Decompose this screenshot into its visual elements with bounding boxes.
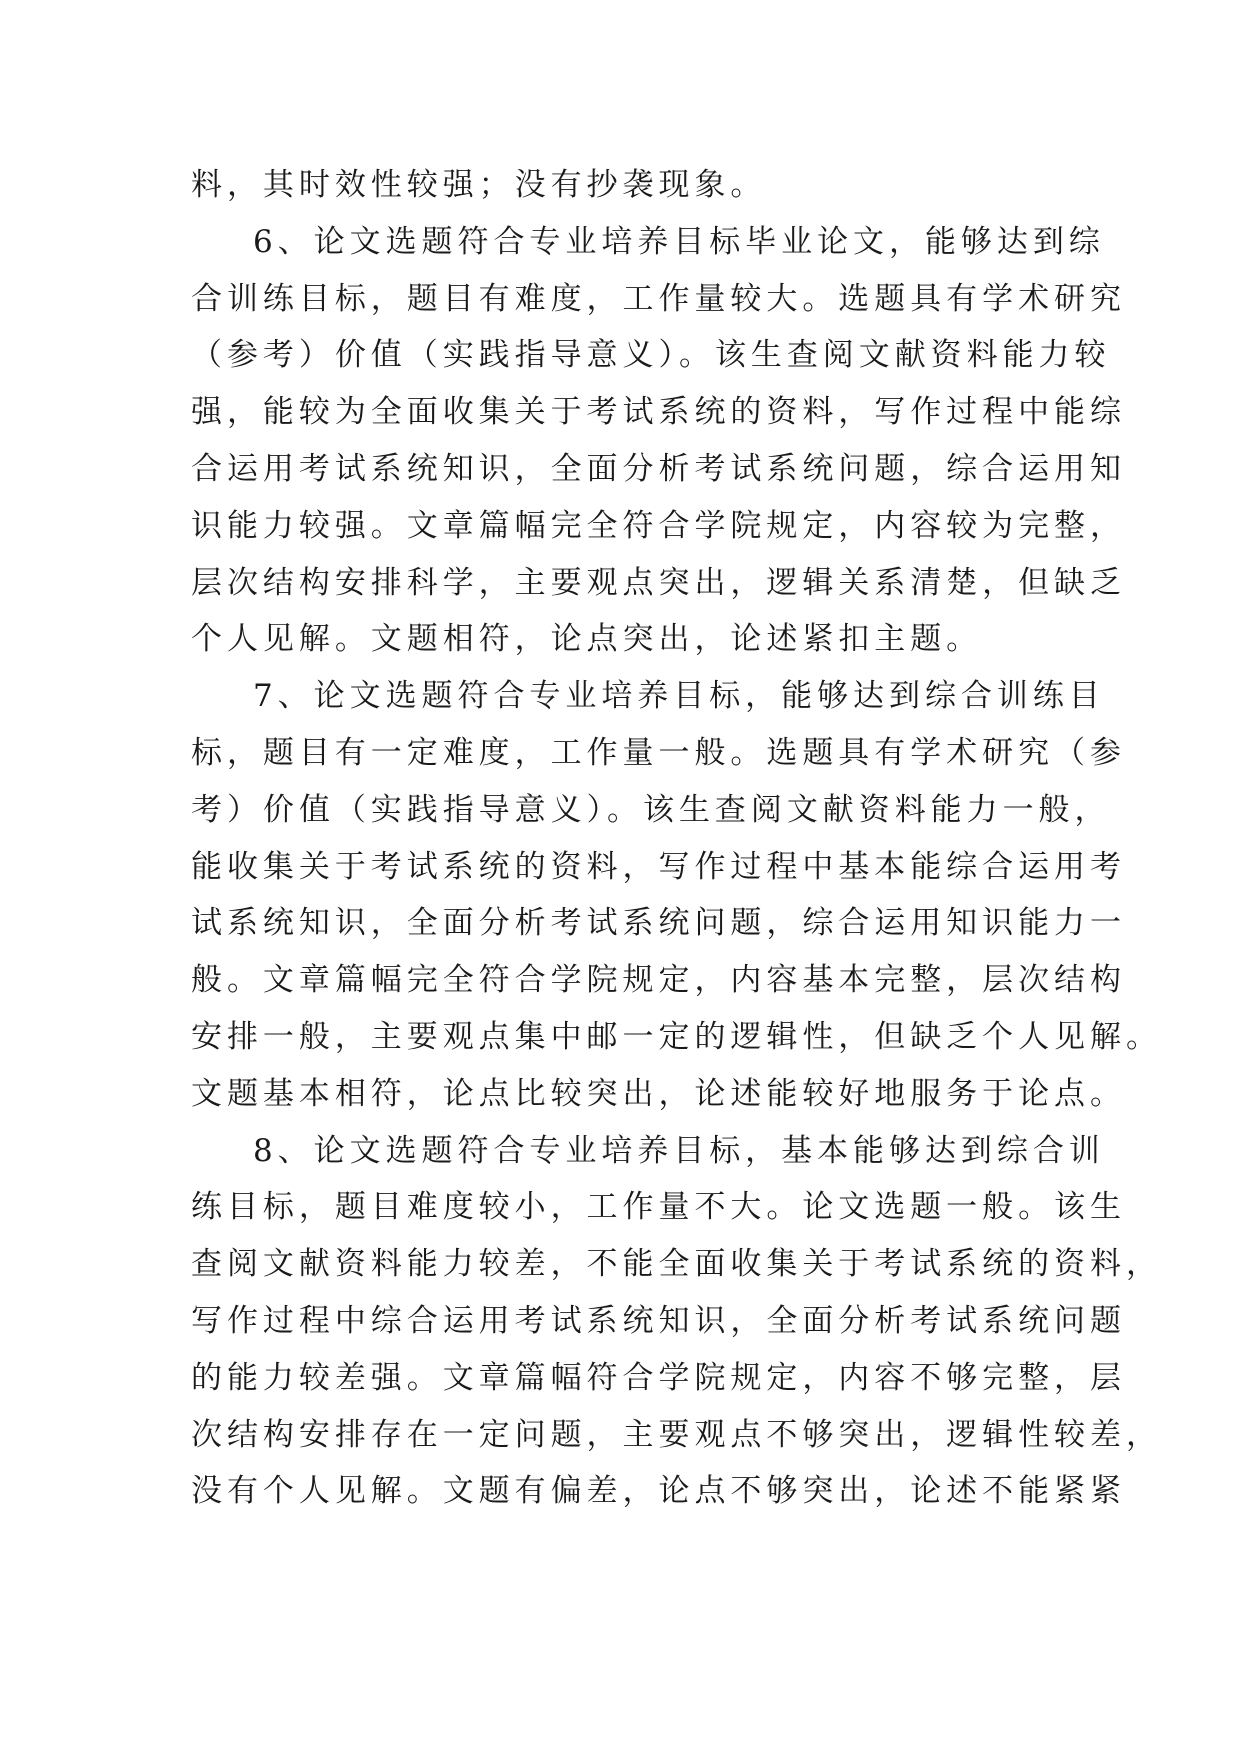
- text-line: 文题基本相符，论点比较突出，论述能较好地服务于论点。: [191, 1075, 1126, 1112]
- text-line: 8、论文选题符合专业培养目标，基本能够达到综合训: [253, 1132, 1105, 1169]
- text-line: 安排一般，主要观点集中邮一定的逻辑性，但缺乏个人见解。: [191, 1018, 1162, 1055]
- text-line: 能收集关于考试系统的资料，写作过程中基本能综合运用考: [191, 848, 1126, 885]
- text-line: 查阅文献资料能力较差，不能全面收集关于考试系统的资料，: [191, 1246, 1162, 1283]
- text-line: 没有个人见解。文题有偏差，论点不够突出，论述不能紧紧: [191, 1473, 1126, 1510]
- text-line: 考）价值（实践指导意义）。该生查阅文献资料能力一般，: [191, 791, 1111, 828]
- text-line: 试系统知识，全面分析考试系统问题，综合运用知识能力一: [191, 905, 1126, 942]
- text-line: 次结构安排存在一定问题，主要观点不够突出，逻辑性较差，: [191, 1416, 1162, 1453]
- text-line: 般。文章篇幅完全符合学院规定，内容基本完整，层次结构: [191, 962, 1126, 999]
- text-line: 识能力较强。文章篇幅完全符合学院规定，内容较为完整，: [191, 507, 1126, 544]
- text-line: 写作过程中综合运用考试系统知识，全面分析考试系统问题: [191, 1302, 1126, 1339]
- text-line: 的能力较差强。文章篇幅符合学院规定，内容不够完整，层: [191, 1359, 1126, 1396]
- text-line: 强，能较为全面收集关于考试系统的资料，写作过程中能综: [191, 394, 1126, 431]
- text-line: 合运用考试系统知识，全面分析考试系统问题，综合运用知: [191, 450, 1126, 487]
- body-text: [191, 157, 1162, 1520]
- text-line: （参考）价值（实践指导意义）。该生查阅文献资料能力较: [191, 337, 1111, 374]
- text-line: 层次结构安排科学，主要观点突出，逻辑关系清楚，但缺乏: [191, 564, 1126, 601]
- text-line: 7、论文选题符合专业培养目标，能够达到综合训练目: [253, 678, 1105, 715]
- text-line: 个人见解。文题相符，论点突出，论述紧扣主题。: [191, 621, 983, 658]
- text-line: 合训练目标，题目有难度，工作量较大。选题具有学术研究: [191, 280, 1126, 317]
- text-line: 标，题目有一定难度，工作量一般。选题具有学术研究（参: [191, 734, 1126, 771]
- text-line: 6、论文选题符合专业培养目标毕业论文，能够达到综: [253, 223, 1105, 260]
- text-line: 料，其时效性较强；没有抄袭现象。: [191, 167, 767, 203]
- text-line: 练目标，题目难度较小，工作量不大。论文选题一般。该生: [191, 1189, 1126, 1226]
